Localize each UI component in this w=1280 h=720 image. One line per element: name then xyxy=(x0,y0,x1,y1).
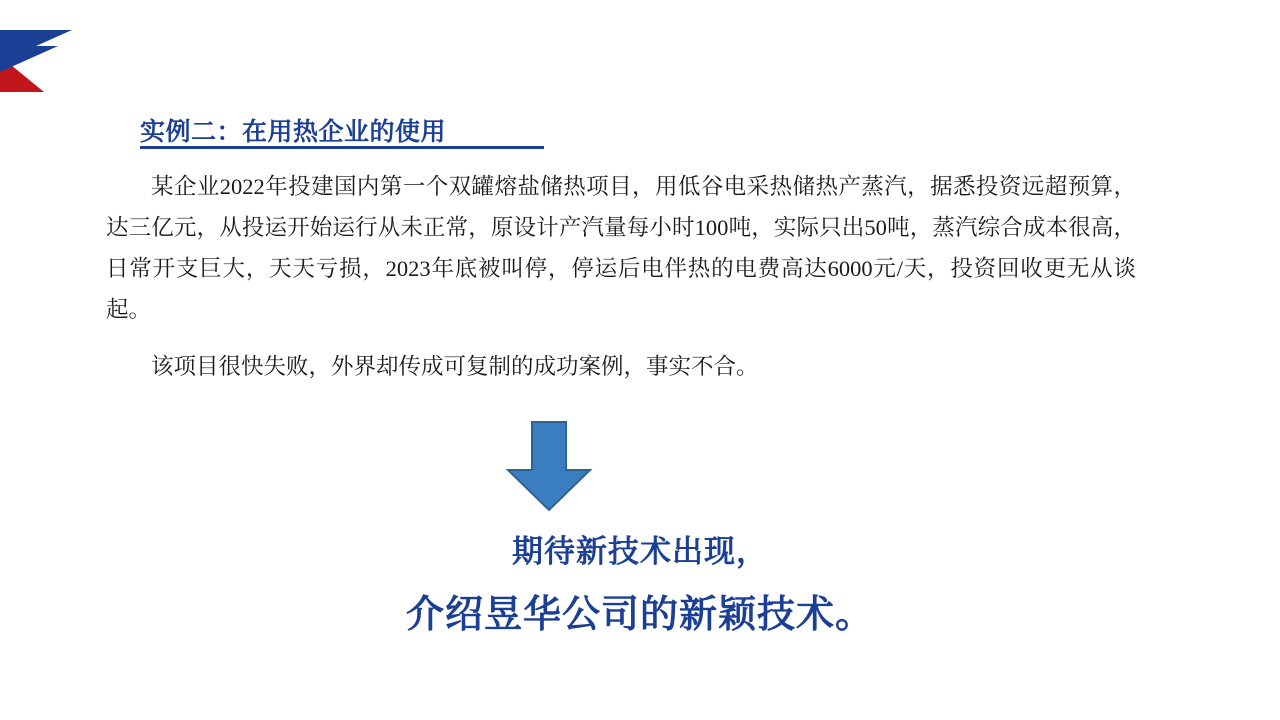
paragraph-1: 某企业2022年投建国内第一个双罐熔盐储热项目，用低谷电采热储热产蒸汽，据悉投资远超预算，达三亿元，从投运开始运行从未正常，原设计产汽量每小时100吨，实际只出50吨，蒸汽综合成本很高，日常开支巨大，天天亏损，2023年底被叫停，停运后电伴热的电费高达6000元/天，投资回收更无从谈起。 xyxy=(106,174,1136,322)
body-content xyxy=(106,166,1136,393)
conclusion-line-1: 期待新技术出现， xyxy=(512,534,768,569)
paragraph-2: 该项目很快失败，外界却传成可复制的成功案例，事实不合。 xyxy=(151,354,759,379)
down-arrow-icon xyxy=(505,420,593,512)
corner-decoration xyxy=(0,30,72,92)
slide-title-text: 实例二：在用热企业的使用 xyxy=(140,118,447,146)
title-underline xyxy=(140,146,544,149)
corner-blue-shape-secondary xyxy=(0,46,58,72)
conclusion-block xyxy=(0,528,1280,646)
conclusion-line-2: 介绍昱华公司的新颖技术。 xyxy=(405,594,874,636)
slide-title xyxy=(140,112,446,148)
